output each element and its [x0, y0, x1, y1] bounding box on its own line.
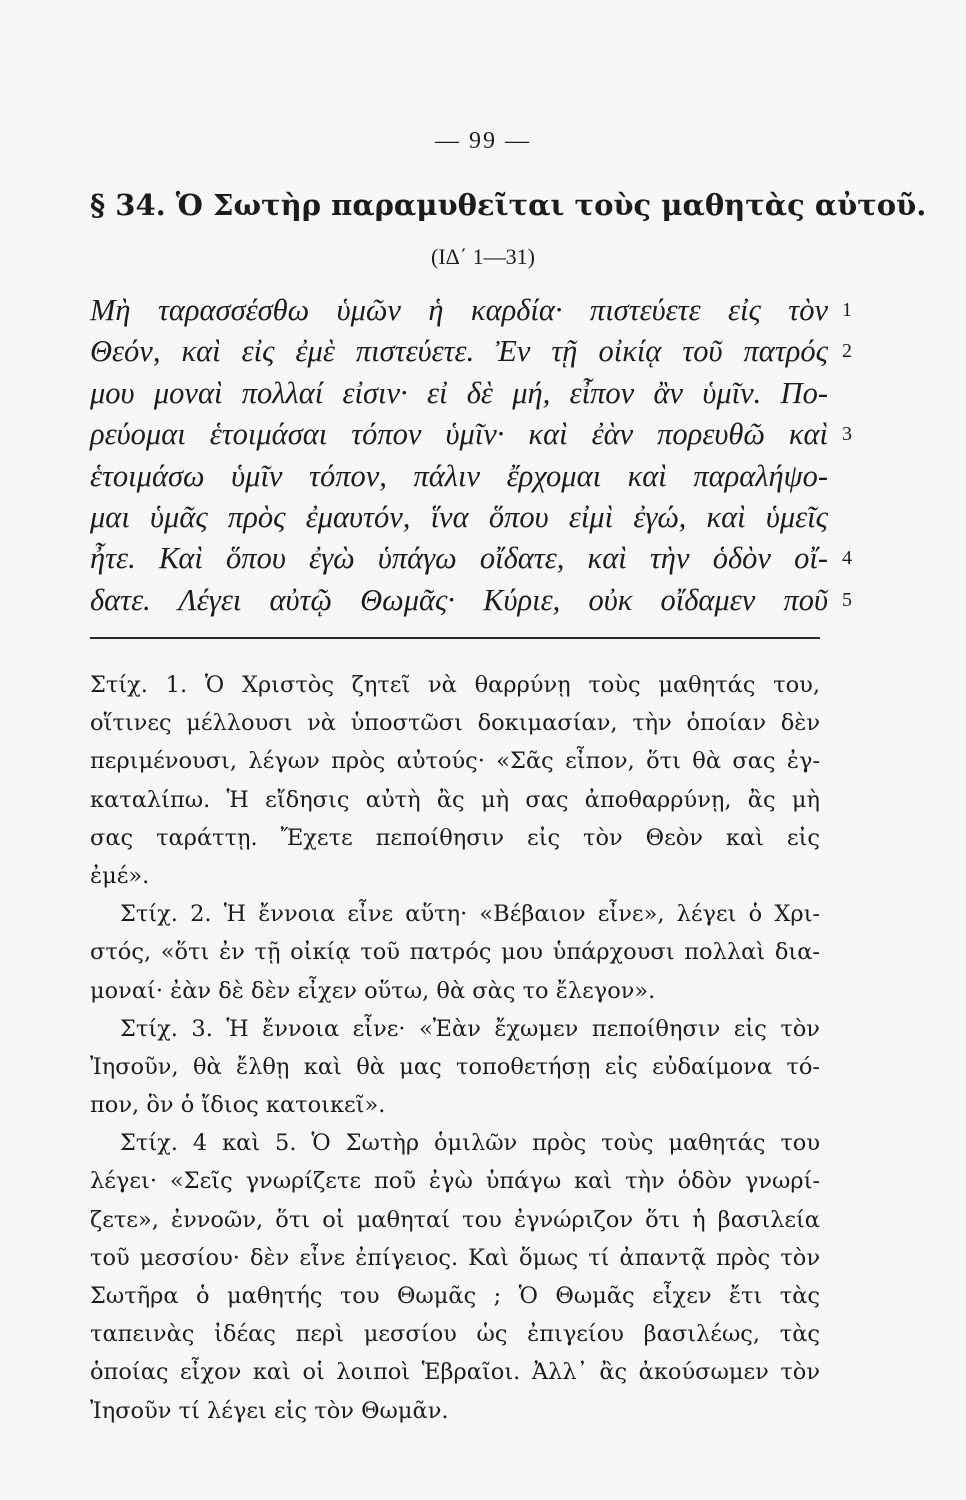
commentary-line: τοῦ μεσσίου· δὲν εἶνε ἐπίγειος. Καὶ ὅμως τί ἀπαντᾷ πρὸς τὸν: [90, 1244, 820, 1271]
verse-line: [90, 373, 850, 414]
verse-line-text: ἦτε. Καὶ ὅπου ἐγὼ ὑπάγω οἴδατε, καὶ τὴν ὁδὸν οἴ-: [90, 541, 828, 576]
page-number: — 99 —: [435, 128, 531, 154]
commentary-line: Στίχ. 3. Ἡ ἔννοια εἶνε· «Ἐὰν ἔχωμεν πεποίθησιν εἰς τὸν: [120, 1015, 820, 1042]
commentary-line: οἵτινες μέλλουσι νὰ ὑποστῶσι δοκιμασίαν, τὴν ὁποίαν δὲν: [90, 710, 820, 737]
section-heading: § 34. Ὁ Σωτὴρ παραμυθεῖται τοὺς μαθητὰς αὐτοῦ.: [90, 188, 927, 222]
commentary-line: Στίχ. 1. Ὁ Χριστὸς ζητεῖ νὰ θαρρύνῃ τοὺς μαθητάς του,: [90, 672, 820, 698]
divider-rule: [90, 637, 820, 639]
verse-line: [90, 456, 850, 497]
commentary-line: στός, «ὅτι ἐν τῇ οἰκίᾳ τοῦ πατρός μου ὑπάρχουσι πολλαὶ δια-: [90, 939, 820, 966]
verse-line-text: ρεύομαι ἑτοιμάσαι τόπον ὑμῖν· καὶ ἐὰν πορευθῶ καὶ: [90, 417, 828, 452]
commentary-line: ταπεινὰς ἰδέας περὶ μεσσίου ὡς ἐπιγείου βασιλέως, τὰς: [90, 1321, 820, 1348]
commentary-line: Ἰησοῦν τί λέγει εἰς τὸν Θωμᾶν.: [90, 1397, 449, 1424]
verse-line: [90, 414, 850, 455]
commentary-line: σας ταράττῃ. Ἔχετε πεποίθησιν εἰς τὸν Θεὸν καὶ εἰς: [90, 824, 820, 851]
verse-line: [90, 580, 850, 621]
commentary-line: Σωτῆρα ὁ μαθητής του Θωμᾶς ; Ὁ Θωμᾶς εἶχεν ἔτι τὰς: [90, 1283, 820, 1309]
commentary-line: Ἰησοῦν, θὰ ἔλθῃ καὶ θὰ μας τοποθετήσῃ εἰς εὐδαίμονα τό-: [90, 1053, 820, 1080]
commentary-line: ὁποίας εἶχον καὶ οἱ λοιποὶ Ἑβραῖοι. Ἀλλ᾽ ἂς ἀκούσωμεν τὸν: [90, 1359, 820, 1386]
verse-number: 5: [842, 588, 852, 611]
verse-text: [90, 290, 850, 621]
verse-line-text: μου μοναὶ πολλαί εἰσιν· εἰ δὲ μή, εἶπον ἂν ὑμῖν. Πο-: [90, 375, 828, 410]
commentary-line: ζετε», ἐννοῶν, ὅτι οἱ μαθηταί του ἐγνώριζον ὅτι ἡ βασιλεία: [90, 1206, 820, 1233]
commentary-line: ἐμέ».: [90, 862, 150, 889]
commentary-line: καταλίπω. Ἡ εἴδησις αὐτὴ ἂς μὴ σας ἀποθαρρύνῃ, ἂς μὴ: [90, 786, 820, 813]
verse-line: [90, 290, 850, 331]
verse-number: 1: [842, 299, 852, 321]
verse-line: [90, 538, 850, 579]
commentary-line: πον, ὃν ὁ ἴδιος κατοικεῖ».: [90, 1092, 386, 1119]
verse-line-text: Θεόν, καὶ εἰς ἐμὲ πιστεύετε. Ἐν τῇ οἰκίᾳ τοῦ πατρός: [90, 334, 828, 369]
verse-line-text: Μὴ ταρασσέσθω ὑμῶν ἡ καρδία· πιστεύετε εἰς τὸν: [90, 293, 828, 327]
verse-line-text: δατε. Λέγει αὐτῷ Θωμᾶς· Κύριε, οὐκ οἴδαμεν ποῦ: [90, 582, 828, 617]
verse-line: [90, 331, 850, 372]
chapter-reference: (ΙΔ΄ 1—31): [431, 244, 535, 269]
verse-line: [90, 497, 850, 538]
commentary-line: Στίχ. 4 καὶ 5. Ὁ Σωτὴρ ὁμιλῶν πρὸς τοὺς μαθητάς του: [120, 1130, 820, 1157]
verse-number: 4: [842, 547, 852, 570]
verse-number: 3: [842, 423, 852, 446]
commentary-line: περιμένουσι, λέγων πρὸς αὐτούς· «Σᾶς εἶπον, ὅτι θὰ σας ἐγ-: [90, 748, 820, 775]
verse-line-text: ἑτοιμάσω ὑμῖν τόπον, πάλιν ἔρχομαι καὶ παραλήψο-: [90, 458, 828, 493]
commentary-line: μοναί· ἐὰν δὲ δὲν εἶχεν οὕτω, θὰ σὰς το ἔλεγον».: [90, 977, 656, 1004]
commentary-line: λέγει· «Σεῖς γνωρίζετε ποῦ ἐγὼ ὑπάγω καὶ τὴν ὁδὸν γνωρί-: [90, 1168, 820, 1195]
commentary-text: [90, 666, 820, 1430]
commentary-line: Στίχ. 2. Ἡ ἔννοια εἶνε αὕτη· «Βέβαιον εἶνε», λέγει ὁ Χρι-: [120, 901, 820, 928]
verse-line-text: μαι ὑμᾶς πρὸς ἐμαυτόν, ἵνα ὅπου εἰμὶ ἐγώ, καὶ ὑμεῖς: [90, 499, 828, 534]
verse-number: 2: [842, 340, 852, 363]
